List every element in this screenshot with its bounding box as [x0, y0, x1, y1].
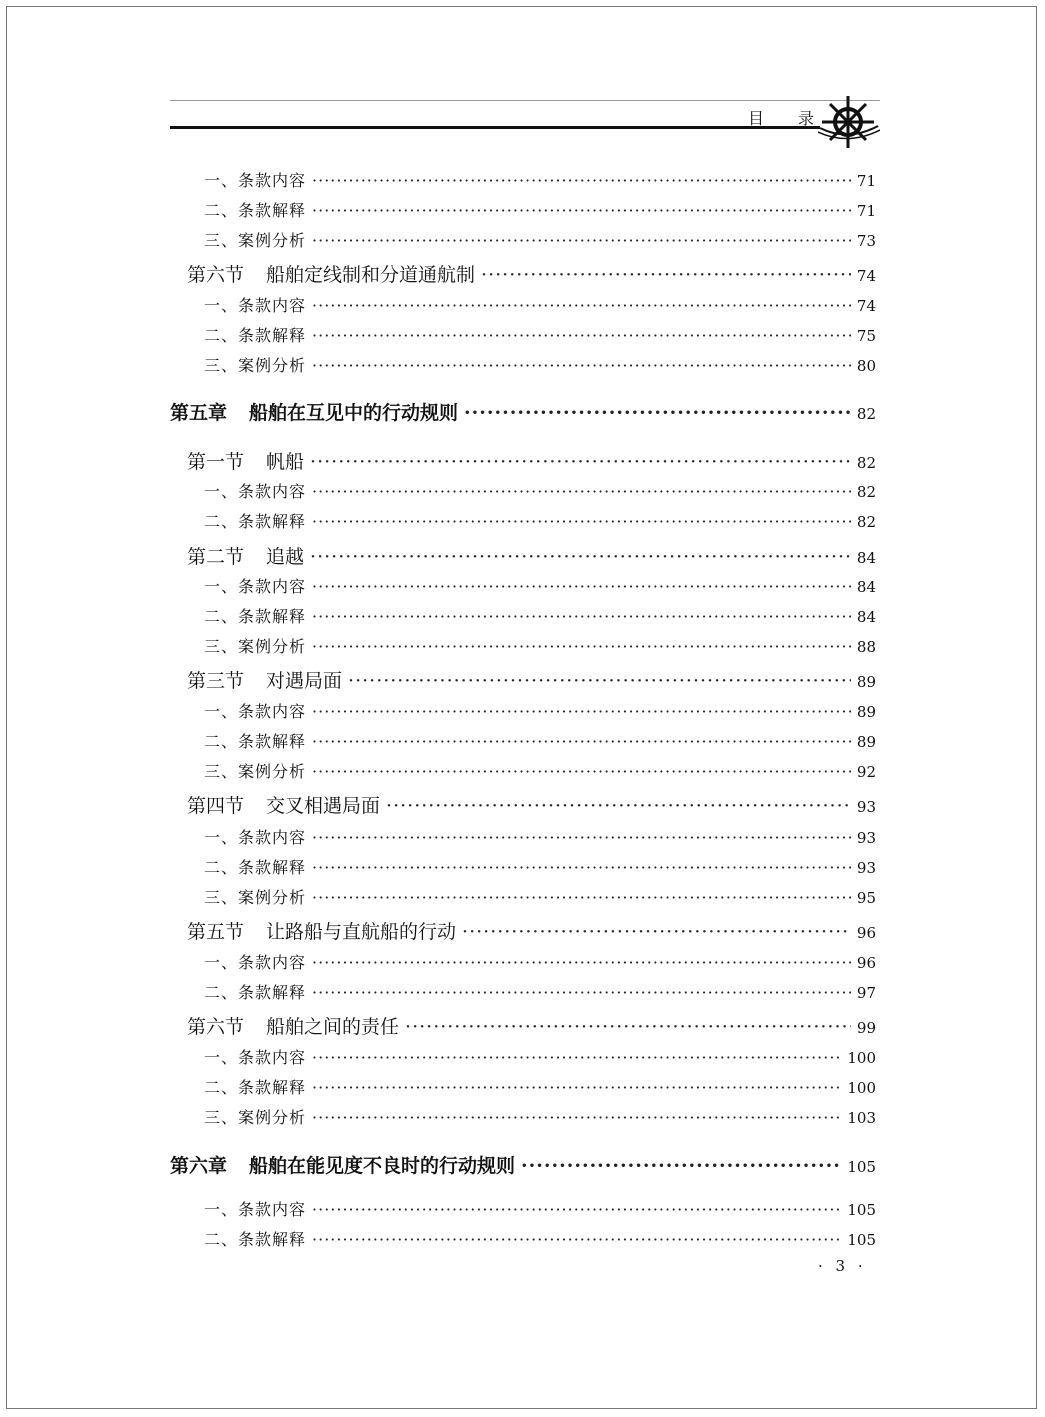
toc-section [187, 917, 876, 944]
toc-entry-page: 75 [856, 327, 876, 345]
toc-entry-number: 第五章 [170, 402, 228, 424]
toc-entry-title: 对遇局面 [266, 670, 343, 692]
dot-leader [405, 1016, 851, 1038]
toc-chapter [170, 1151, 876, 1178]
toc-item [204, 479, 876, 502]
toc-entry-title: 二、条款解释 [204, 858, 307, 877]
toc-entry-label [204, 1045, 306, 1068]
header-title-char-2: 录 [798, 109, 815, 128]
toc-entry-page: 96 [856, 924, 876, 942]
toc-entry-title: 帆船 [266, 451, 305, 473]
toc-entry-page: 73 [856, 232, 876, 250]
dot-leader [312, 702, 851, 721]
dot-leader [312, 326, 851, 345]
toc-entry-page: 84 [856, 578, 876, 596]
dot-leader [312, 577, 851, 596]
toc-entry-title: 船舶之间的责任 [266, 1016, 400, 1038]
dot-leader [312, 482, 851, 501]
toc-entry-page: 89 [856, 703, 876, 721]
toc-entry-title: 三、案例分析 [204, 231, 307, 250]
toc-entry-title: 三、案例分析 [204, 762, 307, 781]
dot-leader [312, 762, 851, 781]
toc-entry-title: 二、条款解释 [204, 607, 307, 626]
toc-entry-title: 让路船与直航船的行动 [266, 921, 457, 943]
toc-entry-label [204, 729, 306, 752]
toc-entry-label [204, 168, 306, 191]
toc-entry-page: 74 [856, 297, 876, 315]
toc-entry-page: 103 [847, 1109, 876, 1127]
toc-entry-title: 三、案例分析 [204, 1108, 307, 1127]
toc-entry-page: 82 [856, 483, 876, 501]
dot-leader [312, 201, 851, 220]
dot-leader [312, 1078, 841, 1097]
toc-item [204, 950, 876, 973]
toc-section [187, 791, 876, 818]
dot-leader [481, 264, 851, 286]
dot-leader [348, 670, 851, 692]
toc-entry-title: 一、条款内容 [204, 1200, 307, 1219]
toc-entry-title: 二、条款解释 [204, 732, 307, 751]
toc-entry-page: 82 [856, 405, 876, 423]
dot-leader [312, 828, 851, 847]
dot-leader [312, 1108, 841, 1127]
toc-entry-label [204, 885, 306, 908]
toc-entry-page: 105 [847, 1201, 876, 1219]
toc-entry-label [204, 980, 306, 1003]
dot-leader [312, 1230, 841, 1249]
toc-entry-label [204, 634, 306, 657]
toc-item [204, 1075, 876, 1098]
toc-entry-title: 船舶在互见中的行动规则 [249, 402, 459, 424]
toc-item [204, 323, 876, 346]
dot-leader [312, 171, 851, 190]
toc-item [204, 509, 876, 532]
toc-entry-title: 船舶定线制和分道通航制 [266, 264, 476, 286]
toc-entry-label [187, 447, 304, 474]
toc-section [187, 666, 876, 693]
dot-leader [312, 953, 851, 972]
toc-section [187, 542, 876, 569]
toc-entry-label [187, 1012, 399, 1039]
toc-entry-label [204, 1105, 306, 1128]
toc-entry-label [204, 855, 306, 878]
toc-entry-number: 第六节 [187, 264, 245, 286]
toc-entry-title: 一、条款内容 [204, 1048, 307, 1067]
toc-item [204, 353, 876, 376]
toc-item [204, 604, 876, 627]
header-rule [170, 126, 820, 129]
dot-leader [312, 888, 851, 907]
toc-entry-page: 95 [856, 889, 876, 907]
toc-entry-page: 93 [856, 798, 876, 816]
toc-entry-number: 第一节 [187, 451, 245, 473]
toc-entry-page: 80 [856, 357, 876, 375]
toc-entry-page: 97 [856, 984, 876, 1002]
toc-entry-page: 71 [856, 202, 876, 220]
toc-entry-title: 二、条款解释 [204, 1230, 307, 1249]
dot-leader [312, 607, 851, 626]
toc-entry-label [187, 791, 380, 818]
dot-leader [312, 231, 851, 250]
dot-leader [462, 921, 851, 943]
dot-leader [312, 637, 851, 656]
toc-item [204, 1105, 876, 1128]
toc-item [204, 228, 876, 251]
toc-entry-label [204, 228, 306, 251]
toc-entry-title: 追越 [266, 546, 305, 568]
dot-leader [310, 546, 851, 568]
toc-entry-title: 一、条款内容 [204, 577, 307, 596]
toc-entry-title: 一、条款内容 [204, 702, 307, 721]
toc-item [204, 825, 876, 848]
toc-entry-label [204, 479, 306, 502]
toc-entry-label [187, 260, 475, 287]
toc-entry-label [204, 198, 306, 221]
toc-item [204, 198, 876, 221]
toc-section [187, 260, 876, 287]
dot-leader [521, 1155, 841, 1177]
toc-entry-page: 89 [856, 673, 876, 691]
toc-entry-title: 船舶在能见度不良时的行动规则 [249, 1155, 516, 1177]
toc-entry-title: 三、案例分析 [204, 356, 307, 375]
toc-entry-page: 93 [856, 829, 876, 847]
toc-item [204, 980, 876, 1003]
toc-entry-title: 一、条款内容 [204, 828, 307, 847]
toc-entry-page: 99 [856, 1019, 876, 1037]
ship-wheel-icon [818, 92, 880, 150]
header-title-char-1: 目 [748, 109, 765, 128]
dot-leader [386, 795, 851, 817]
toc-item [204, 885, 876, 908]
toc-entry-label [204, 604, 306, 627]
toc-entry-label [187, 666, 342, 693]
toc-entry-number: 第二节 [187, 546, 245, 568]
toc-entry-label [187, 542, 304, 569]
toc-entry-title: 二、条款解释 [204, 201, 307, 220]
toc-entry-label [204, 950, 306, 973]
toc-item [204, 729, 876, 752]
toc-entry-page: 82 [856, 513, 876, 531]
toc-item [204, 1227, 876, 1250]
toc-entry-label [204, 1197, 306, 1220]
toc-entry-page: 93 [856, 859, 876, 877]
toc-entry-label [204, 699, 306, 722]
toc-item [204, 168, 876, 191]
dot-leader [312, 1200, 841, 1219]
toc-entry-title: 二、条款解释 [204, 983, 307, 1002]
toc-item [204, 634, 876, 657]
dot-leader [312, 1048, 841, 1067]
toc-entry-page: 100 [847, 1049, 876, 1067]
toc-entry-label [187, 917, 456, 944]
toc-entry-label [204, 759, 306, 782]
toc-entry-label [204, 1227, 306, 1250]
toc-entry-title: 一、条款内容 [204, 482, 307, 501]
toc-entry-number: 第六章 [170, 1155, 228, 1177]
dot-leader [464, 402, 851, 424]
toc-item [204, 759, 876, 782]
toc-entry-page: 92 [856, 763, 876, 781]
toc-entry-page: 105 [847, 1231, 876, 1249]
toc-chapter [170, 398, 876, 425]
toc-entry-label [204, 353, 306, 376]
page-number: · 3 · [818, 1257, 867, 1275]
dot-leader [310, 451, 851, 473]
toc-entry-title: 二、条款解释 [204, 1078, 307, 1097]
toc-section [187, 447, 876, 474]
toc-entry-number: 第四节 [187, 795, 245, 817]
toc-entry-label [204, 574, 306, 597]
dot-leader [312, 296, 851, 315]
toc-entry-label [204, 509, 306, 532]
toc-entry-page: 84 [856, 549, 876, 567]
toc-entry-label [204, 323, 306, 346]
toc-entry-page: 71 [856, 172, 876, 190]
toc-entry-title: 一、条款内容 [204, 296, 307, 315]
toc-entry-page: 88 [856, 638, 876, 656]
toc-entry-title: 三、案例分析 [204, 637, 307, 656]
toc-entry-title: 一、条款内容 [204, 953, 307, 972]
toc-entry-title: 三、案例分析 [204, 888, 307, 907]
toc-section [187, 1012, 876, 1039]
toc-item [204, 1197, 876, 1220]
toc-entry-number: 第三节 [187, 670, 245, 692]
toc-entry-number: 第五节 [187, 921, 245, 943]
toc-entry-title: 一、条款内容 [204, 171, 307, 190]
toc-item [204, 574, 876, 597]
toc-entry-title: 二、条款解释 [204, 326, 307, 345]
toc-entry-label [204, 825, 306, 848]
header-thin-rule [170, 100, 880, 101]
toc-entry-label [170, 398, 458, 425]
toc-entry-page: 89 [856, 733, 876, 751]
toc-entry-page: 100 [847, 1079, 876, 1097]
dot-leader [312, 858, 851, 877]
toc-entry-title: 交叉相遇局面 [266, 795, 381, 817]
toc-entry-label [204, 1075, 306, 1098]
toc-item [204, 699, 876, 722]
toc-entry-number: 第六节 [187, 1016, 245, 1038]
toc-item [204, 293, 876, 316]
dot-leader [312, 512, 851, 531]
toc-entry-label [170, 1151, 515, 1178]
toc-entry-page: 82 [856, 454, 876, 472]
toc-entry-title: 二、条款解释 [204, 512, 307, 531]
toc-entry-page: 105 [847, 1158, 876, 1176]
toc-item [204, 1045, 876, 1068]
dot-leader [312, 983, 851, 1002]
toc-entry-page: 84 [856, 608, 876, 626]
toc-entry-page: 74 [856, 267, 876, 285]
toc-entry-page: 96 [856, 954, 876, 972]
toc-item [204, 855, 876, 878]
dot-leader [312, 732, 851, 751]
toc-entry-label [204, 293, 306, 316]
dot-leader [312, 356, 851, 375]
